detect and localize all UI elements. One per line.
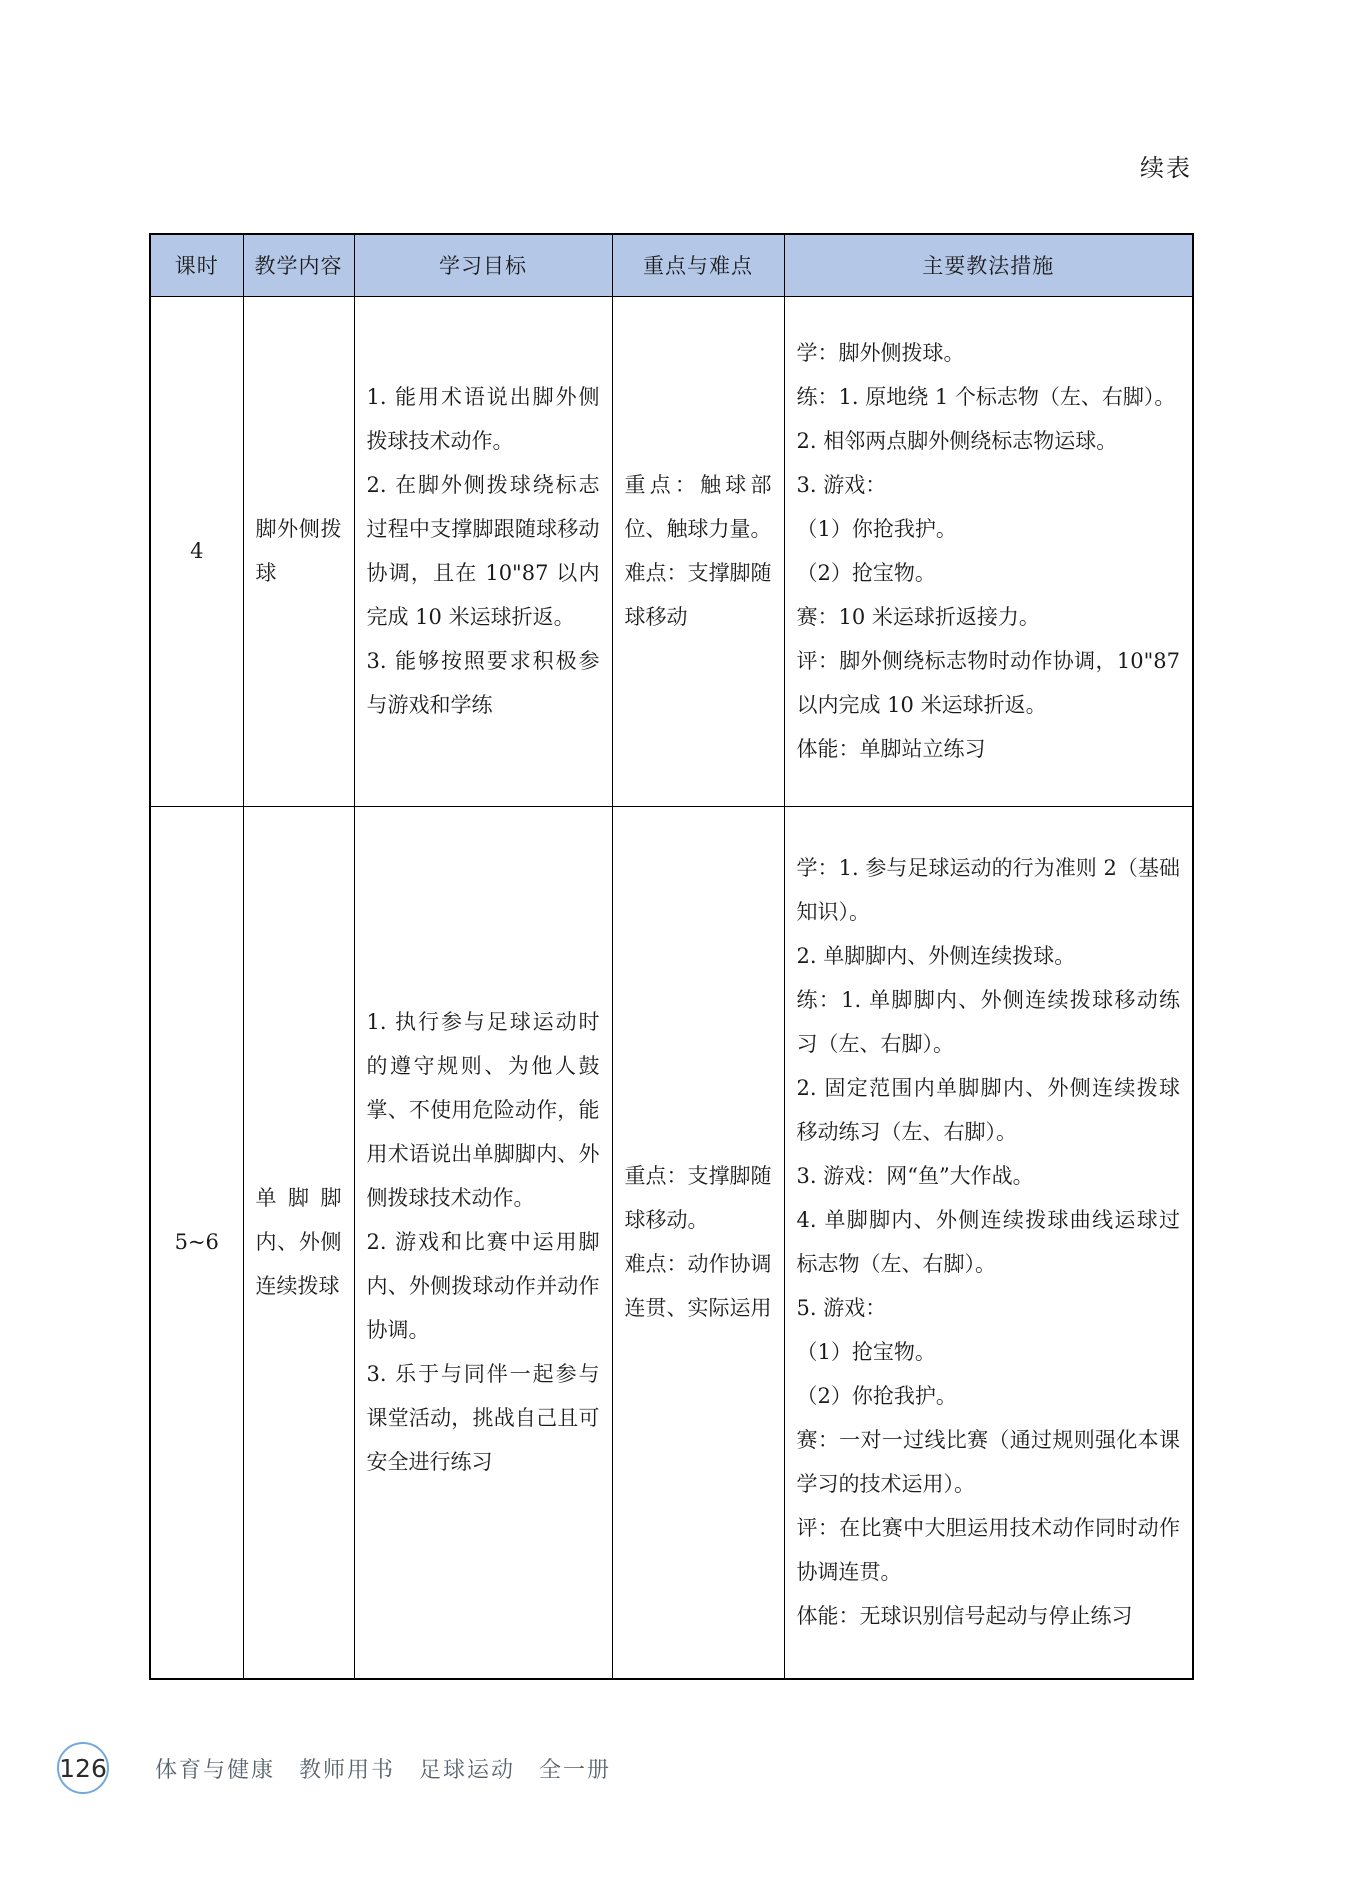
- cell-period: 4: [150, 296, 243, 806]
- lesson-plan-table: [149, 233, 1194, 1680]
- col-header-teaching-content: 教学内容: [243, 234, 354, 296]
- cell-teaching-methods: 学：脚外侧拨球。 练：1. 原地绕 1 个标志物（左、右脚）。 2. 相邻两点脚外侧绕标志物运球。 3. 游戏： （1）你抢我护。 （2）抢宝物。 赛：10 米运球折返接力。 评：脚外侧绕标志物时动作协调，10"87 以内完成 10 米运球折返。 体能：单脚站立练习: [784, 296, 1193, 806]
- col-header-period: 课时: [150, 234, 243, 296]
- page-footer: [57, 1742, 611, 1794]
- cell-learning-objectives: 1. 执行参与足球运动时的遵守规则、为他人鼓掌、不使用危险动作，能用术语说出单脚脚内、外侧拨球技术动作。 2. 游戏和比赛中运用脚内、外侧拨球动作并动作协调。 3. 乐于与同伴一起参与课堂活动，挑战自己且可安全进行练习: [354, 806, 612, 1679]
- col-header-key-difficult-points: 重点与难点: [612, 234, 784, 296]
- page-number-badge: 126: [57, 1742, 109, 1794]
- continued-table-label: 续表: [1140, 154, 1192, 182]
- table-row: [150, 806, 1193, 1679]
- col-header-teaching-methods: 主要教法措施: [784, 234, 1193, 296]
- cell-learning-objectives: 1. 能用术语说出脚外侧拨球技术动作。 2. 在脚外侧拨球绕标志过程中支撑脚跟随球移动协调，且在 10"87 以内完成 10 米运球折返。 3. 能够按照要求积极参与游戏和学练: [354, 296, 612, 806]
- table-header-row: [150, 234, 1193, 296]
- col-header-learning-objectives: 学习目标: [354, 234, 612, 296]
- cell-key-difficult-points: 重点：支撑脚随球移动。 难点：动作协调连贯、实际运用: [612, 806, 784, 1679]
- book-info-text: 体育与健康 教师用书 足球运动 全一册: [155, 1757, 612, 1783]
- cell-period: 5~6: [150, 806, 243, 1679]
- table-row: [150, 296, 1193, 806]
- cell-key-difficult-points: 重点：触球部位、触球力量。 难点：支撑脚随球移动: [612, 296, 784, 806]
- cell-teaching-content: 单脚脚内、外侧连续拨球: [243, 806, 354, 1679]
- cell-teaching-methods: 学：1. 参与足球运动的行为准则 2（基础知识）。 2. 单脚脚内、外侧连续拨球。 练：1. 单脚脚内、外侧连续拨球移动练习（左、右脚）。 2. 固定范围内单脚脚内、外侧连续拨球移动练习（左、右脚）。 3. 游戏：网“鱼”大作战。 4. 单脚脚内、外侧连续拨球曲线运球过标志物（左、右脚）。 5. 游戏： （1）抢宝物。 （2）你抢我护。 赛：一对一过线比赛（通过规则强化本课学习的技术运用）。 评：在比赛中大胆运用技术动作同时动作协调连贯。 体能：无球识别信号起动与停止练习: [784, 806, 1193, 1679]
- cell-teaching-content: 脚外侧拨球: [243, 296, 354, 806]
